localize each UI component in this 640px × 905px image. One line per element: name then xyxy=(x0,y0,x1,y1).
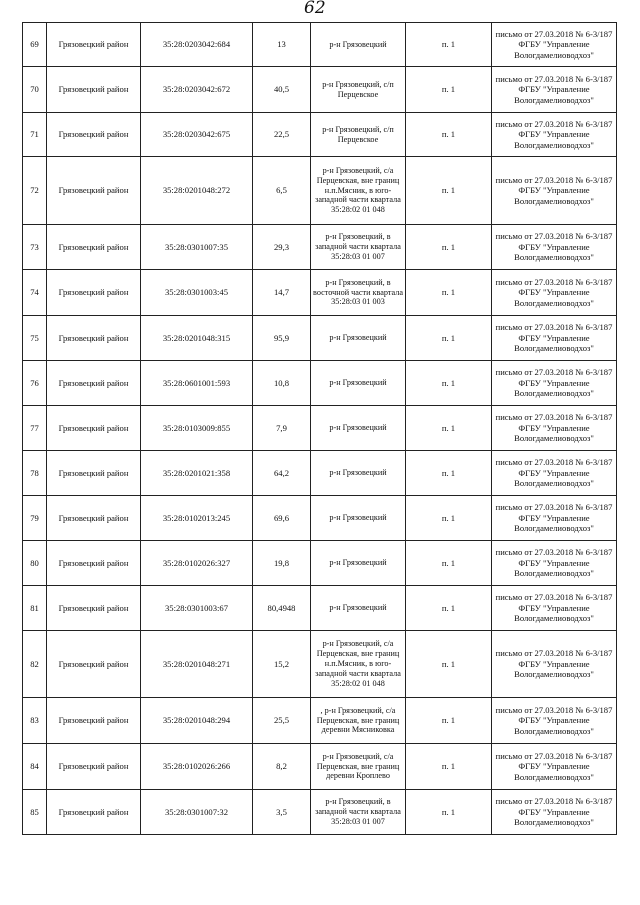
location-cell: , р-н Грязовецкий, с/а Перцевская, вне границ деревни Мясниковка xyxy=(311,698,406,744)
area-cell: 80,4948 xyxy=(253,586,311,631)
area-cell: 8,2 xyxy=(253,744,311,790)
cadastre-number-cell: 35:28:0102026:327 xyxy=(141,541,253,586)
district-cell: Грязовецкий район xyxy=(47,406,141,451)
district-cell: Грязовецкий район xyxy=(47,67,141,113)
location-cell: р-н Грязовецкий xyxy=(311,496,406,541)
land-parcels-table xyxy=(22,22,617,835)
cadastre-number-cell: 35:28:0201048:315 xyxy=(141,316,253,361)
location-cell: р-н Грязовецкий, в восточной части квартала 35:28:03 01 003 xyxy=(311,270,406,316)
district-cell: Грязовецкий район xyxy=(47,744,141,790)
table-row xyxy=(23,316,617,361)
row-number: 79 xyxy=(23,496,47,541)
row-number: 74 xyxy=(23,270,47,316)
area-cell: 22,5 xyxy=(253,113,311,157)
cadastre-number-cell: 35:28:0301007:32 xyxy=(141,790,253,835)
area-cell: 29,3 xyxy=(253,225,311,270)
table-row xyxy=(23,270,617,316)
location-cell: р-н Грязовецкий, с/а Перцевская, вне границ н.п.Мясник, в юго-западной части квартала 35:28:02 01 048 xyxy=(311,631,406,698)
area-cell: 19,8 xyxy=(253,541,311,586)
row-number: 83 xyxy=(23,698,47,744)
area-cell: 69,6 xyxy=(253,496,311,541)
location-cell: р-н Грязовецкий, с/а Перцевская, вне границ деревни Кроплево xyxy=(311,744,406,790)
table-row xyxy=(23,406,617,451)
note-cell: письмо от 27.03.2018 № 6-3/187 ФГБУ "Управление Вологдамелиоводхоз" xyxy=(492,225,617,270)
note-cell: письмо от 27.03.2018 № 6-3/187 ФГБУ "Управление Вологдамелиоводхоз" xyxy=(492,541,617,586)
cadastre-number-cell: 35:28:0203042:672 xyxy=(141,67,253,113)
table-row xyxy=(23,744,617,790)
location-cell: р-н Грязовецкий, с/а Перцевская, вне границ н.п.Мясник, в юго-западной части квартала 35:28:02 01 048 xyxy=(311,157,406,225)
row-number: 77 xyxy=(23,406,47,451)
cadastre-number-cell: 35:28:0301003:67 xyxy=(141,586,253,631)
district-cell: Грязовецкий район xyxy=(47,225,141,270)
point-cell: п. 1 xyxy=(406,225,492,270)
page-number: 62 xyxy=(304,0,326,18)
location-cell: р-н Грязовецкий xyxy=(311,541,406,586)
point-cell: п. 1 xyxy=(406,790,492,835)
table-row xyxy=(23,698,617,744)
note-cell: письмо от 27.03.2018 № 6-3/187 ФГБУ "Управление Вологдамелиоводхоз" xyxy=(492,790,617,835)
table-row xyxy=(23,157,617,225)
cadastre-number-cell: 35:28:0601001:593 xyxy=(141,361,253,406)
district-cell: Грязовецкий район xyxy=(47,113,141,157)
row-number: 85 xyxy=(23,790,47,835)
point-cell: п. 1 xyxy=(406,113,492,157)
cadastre-number-cell: 35:28:0201048:272 xyxy=(141,157,253,225)
note-cell: письмо от 27.03.2018 № 6-3/187 ФГБУ "Управление Вологдамелиоводхоз" xyxy=(492,361,617,406)
table-row xyxy=(23,541,617,586)
table-row xyxy=(23,451,617,496)
note-cell: письмо от 27.03.2018 № 6-3/187 ФГБУ "Управление Вологдамелиоводхоз" xyxy=(492,316,617,361)
location-cell: р-н Грязовецкий, в западной части квартала 35:28:03 01 007 xyxy=(311,225,406,270)
table-row xyxy=(23,67,617,113)
point-cell: п. 1 xyxy=(406,406,492,451)
location-cell: р-н Грязовецкий, с/п Перцевское xyxy=(311,113,406,157)
row-number: 78 xyxy=(23,451,47,496)
location-cell: р-н Грязовецкий, с/п Перцевское xyxy=(311,67,406,113)
note-cell: письмо от 27.03.2018 № 6-3/187 ФГБУ "Управление Вологдамелиоводхоз" xyxy=(492,23,617,67)
district-cell: Грязовецкий район xyxy=(47,157,141,225)
location-cell: р-н Грязовецкий xyxy=(311,406,406,451)
point-cell: п. 1 xyxy=(406,451,492,496)
note-cell: письмо от 27.03.2018 № 6-3/187 ФГБУ "Управление Вологдамелиоводхоз" xyxy=(492,744,617,790)
location-cell: р-н Грязовецкий xyxy=(311,316,406,361)
row-number: 75 xyxy=(23,316,47,361)
point-cell: п. 1 xyxy=(406,541,492,586)
note-cell: письмо от 27.03.2018 № 6-3/187 ФГБУ "Управление Вологдамелиоводхоз" xyxy=(492,586,617,631)
area-cell: 7,9 xyxy=(253,406,311,451)
note-cell: письмо от 27.03.2018 № 6-3/187 ФГБУ "Управление Вологдамелиоводхоз" xyxy=(492,157,617,225)
location-cell: р-н Грязовецкий xyxy=(311,586,406,631)
district-cell: Грязовецкий район xyxy=(47,698,141,744)
row-number: 73 xyxy=(23,225,47,270)
area-cell: 6,5 xyxy=(253,157,311,225)
district-cell: Грязовецкий район xyxy=(47,361,141,406)
district-cell: Грязовецкий район xyxy=(47,451,141,496)
area-cell: 14,7 xyxy=(253,270,311,316)
table-row xyxy=(23,23,617,67)
cadastre-number-cell: 35:28:0201048:294 xyxy=(141,698,253,744)
note-cell: письмо от 27.03.2018 № 6-3/187 ФГБУ "Управление Вологдамелиоводхоз" xyxy=(492,631,617,698)
district-cell: Грязовецкий район xyxy=(47,541,141,586)
point-cell: п. 1 xyxy=(406,361,492,406)
note-cell: письмо от 27.03.2018 № 6-3/187 ФГБУ "Управление Вологдамелиоводхоз" xyxy=(492,67,617,113)
point-cell: п. 1 xyxy=(406,270,492,316)
row-number: 84 xyxy=(23,744,47,790)
cadastre-number-cell: 35:28:0102026:266 xyxy=(141,744,253,790)
row-number: 69 xyxy=(23,23,47,67)
location-cell: р-н Грязовецкий xyxy=(311,23,406,67)
area-cell: 64,2 xyxy=(253,451,311,496)
point-cell: п. 1 xyxy=(406,496,492,541)
district-cell: Грязовецкий район xyxy=(47,790,141,835)
table-row xyxy=(23,113,617,157)
point-cell: п. 1 xyxy=(406,23,492,67)
area-cell: 25,5 xyxy=(253,698,311,744)
area-cell: 10,8 xyxy=(253,361,311,406)
note-cell: письмо от 27.03.2018 № 6-3/187 ФГБУ "Управление Вологдамелиоводхоз" xyxy=(492,113,617,157)
table-row xyxy=(23,361,617,406)
note-cell: письмо от 27.03.2018 № 6-3/187 ФГБУ "Управление Вологдамелиоводхоз" xyxy=(492,406,617,451)
cadastre-number-cell: 35:28:0103009:855 xyxy=(141,406,253,451)
cadastre-number-cell: 35:28:0203042:675 xyxy=(141,113,253,157)
table-row xyxy=(23,496,617,541)
area-cell: 13 xyxy=(253,23,311,67)
point-cell: п. 1 xyxy=(406,157,492,225)
cadastre-number-cell: 35:28:0301007:35 xyxy=(141,225,253,270)
point-cell: п. 1 xyxy=(406,744,492,790)
cadastre-number-cell: 35:28:0203042:684 xyxy=(141,23,253,67)
point-cell: п. 1 xyxy=(406,586,492,631)
row-number: 80 xyxy=(23,541,47,586)
point-cell: п. 1 xyxy=(406,631,492,698)
row-number: 76 xyxy=(23,361,47,406)
district-cell: Грязовецкий район xyxy=(47,496,141,541)
area-cell: 3,5 xyxy=(253,790,311,835)
table-row xyxy=(23,225,617,270)
note-cell: письмо от 27.03.2018 № 6-3/187 ФГБУ "Управление Вологдамелиоводхоз" xyxy=(492,451,617,496)
row-number: 71 xyxy=(23,113,47,157)
location-cell: р-н Грязовецкий xyxy=(311,361,406,406)
note-cell: письмо от 27.03.2018 № 6-3/187 ФГБУ "Управление Вологдамелиоводхоз" xyxy=(492,270,617,316)
district-cell: Грязовецкий район xyxy=(47,316,141,361)
cadastre-number-cell: 35:28:0102013:245 xyxy=(141,496,253,541)
location-cell: р-н Грязовецкий, в западной части квартала 35:28:03 01 007 xyxy=(311,790,406,835)
row-number: 72 xyxy=(23,157,47,225)
district-cell: Грязовецкий район xyxy=(47,586,141,631)
district-cell: Грязовецкий район xyxy=(47,270,141,316)
row-number: 70 xyxy=(23,67,47,113)
point-cell: п. 1 xyxy=(406,698,492,744)
table-row xyxy=(23,790,617,835)
area-cell: 15,2 xyxy=(253,631,311,698)
district-cell: Грязовецкий район xyxy=(47,631,141,698)
row-number: 82 xyxy=(23,631,47,698)
area-cell: 95,9 xyxy=(253,316,311,361)
point-cell: п. 1 xyxy=(406,316,492,361)
location-cell: р-н Грязовецкий xyxy=(311,451,406,496)
table-row xyxy=(23,586,617,631)
point-cell: п. 1 xyxy=(406,67,492,113)
row-number: 81 xyxy=(23,586,47,631)
table-row xyxy=(23,631,617,698)
note-cell: письмо от 27.03.2018 № 6-3/187 ФГБУ "Управление Вологдамелиоводхоз" xyxy=(492,496,617,541)
cadastre-number-cell: 35:28:0201021:358 xyxy=(141,451,253,496)
cadastre-number-cell: 35:28:0301003:45 xyxy=(141,270,253,316)
note-cell: письмо от 27.03.2018 № 6-3/187 ФГБУ "Управление Вологдамелиоводхоз" xyxy=(492,698,617,744)
district-cell: Грязовецкий район xyxy=(47,23,141,67)
area-cell: 40,5 xyxy=(253,67,311,113)
cadastre-number-cell: 35:28:0201048:271 xyxy=(141,631,253,698)
